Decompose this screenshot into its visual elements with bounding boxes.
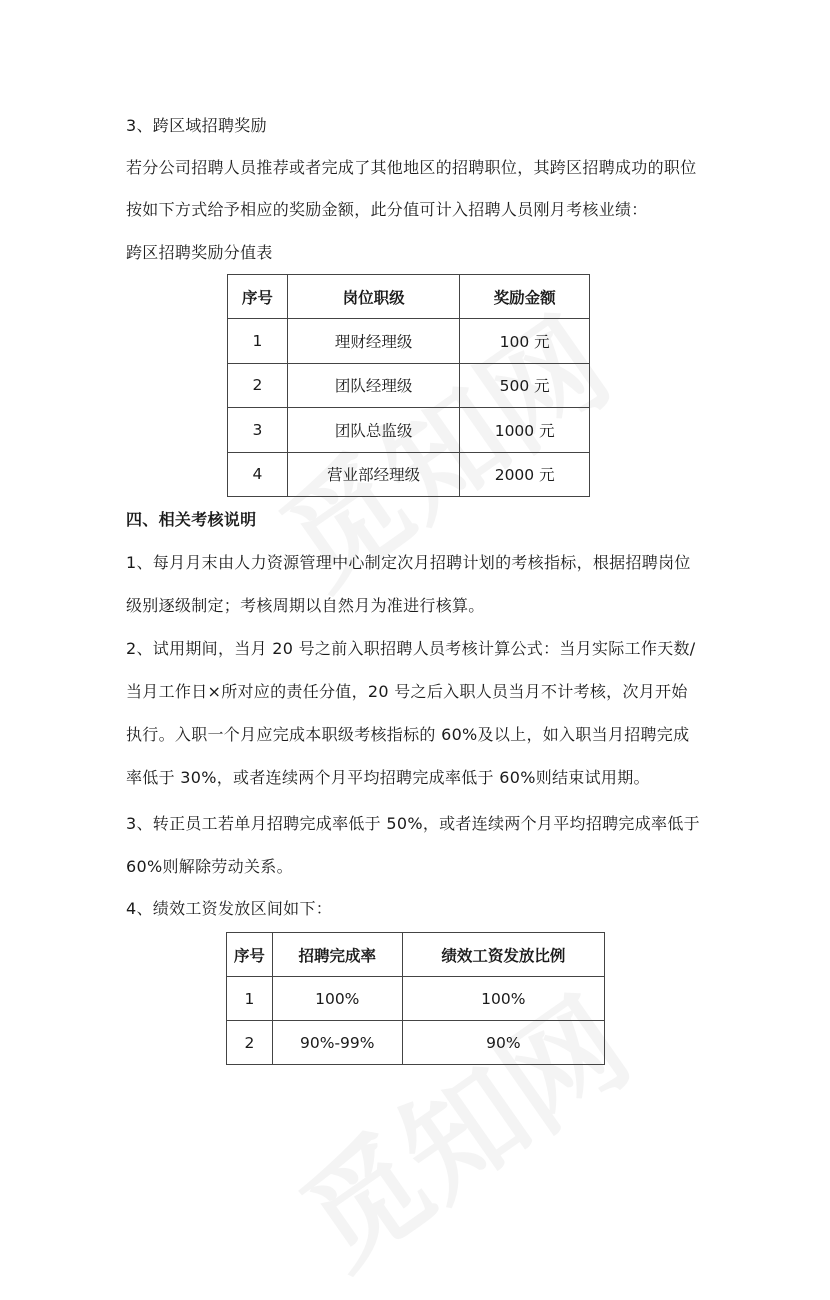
paragraph-line: 2、试用期间，当月 20 号之前入职招聘人员考核计算公式：当月实际工作天数/ xyxy=(126,639,696,658)
table-cell: 理财经理级 xyxy=(287,319,459,363)
table-row xyxy=(227,977,605,1021)
table-cell: 90% xyxy=(402,1021,604,1065)
section3-title: 3、跨区域招聘奖励 xyxy=(126,116,267,135)
table-cell: 2 xyxy=(227,1021,273,1065)
table-cell: 3 xyxy=(228,408,288,452)
table-cell: 团队经理级 xyxy=(287,363,459,407)
cross-region-reward-table xyxy=(227,274,590,497)
paragraph-line: 级别逐级制定；考核周期以自然月为准进行核算。 xyxy=(126,596,485,615)
paragraph-line: 3、转正员工若单月招聘完成率低于 50%，或者连续两个月平均招聘完成率低于 xyxy=(126,814,700,833)
table-cell: 团队总监级 xyxy=(287,408,459,452)
table-header-row xyxy=(227,933,605,977)
section3-paragraph-line: 按如下方式给予相应的奖励金额，此分值可计入招聘人员刚月考核业绩： xyxy=(126,200,648,219)
paragraph-line: 1、每月月末由人力资源管理中心制定次月招聘计划的考核指标，根据招聘岗位 xyxy=(126,553,691,572)
table-row xyxy=(228,452,590,496)
section4-title: 四、相关考核说明 xyxy=(126,510,257,529)
table-cell: 500 元 xyxy=(460,363,590,407)
table-cell: 1 xyxy=(227,977,273,1021)
table-row xyxy=(228,319,590,363)
paragraph-line: 率低于 30%，或者连续两个月平均招聘完成率低于 60%则结束试用期。 xyxy=(126,768,650,787)
table-cell: 2 xyxy=(228,363,288,407)
table-cell: 4 xyxy=(228,452,288,496)
paragraph-line: 4、绩效工资发放区间如下： xyxy=(126,899,333,918)
paragraph-line: 当月工作日×所对应的责任分值，20 号之后入职人员当月不计考核，次月开始 xyxy=(126,682,688,701)
table-header-cell: 岗位职级 xyxy=(287,275,459,319)
table-header-row xyxy=(228,275,590,319)
table-cell: 100% xyxy=(272,977,402,1021)
table-cell: 营业部经理级 xyxy=(287,452,459,496)
table-cell: 1000 元 xyxy=(460,408,590,452)
table-header-cell: 绩效工资发放比例 xyxy=(402,933,604,977)
table-cell: 1 xyxy=(228,319,288,363)
table-row xyxy=(228,363,590,407)
table1-caption: 跨区招聘奖励分值表 xyxy=(126,243,273,262)
table-header-cell: 序号 xyxy=(228,275,288,319)
paragraph-line: 60%则解除劳动关系。 xyxy=(126,857,293,876)
section3-paragraph-line: 若分公司招聘人员推荐或者完成了其他地区的招聘职位，其跨区招聘成功的职位 xyxy=(126,158,697,177)
performance-pay-table xyxy=(226,932,605,1065)
table-header-cell: 序号 xyxy=(227,933,273,977)
table-header-cell: 奖励金额 xyxy=(460,275,590,319)
table-cell: 100 元 xyxy=(460,319,590,363)
table-row xyxy=(227,1021,605,1065)
table-row xyxy=(228,408,590,452)
table-cell: 2000 元 xyxy=(460,452,590,496)
table-cell: 100% xyxy=(402,977,604,1021)
table-header-cell: 招聘完成率 xyxy=(272,933,402,977)
paragraph-line: 执行。入职一个月应完成本职级考核指标的 60%及以上，如入职当月招聘完成 xyxy=(126,725,690,744)
table-cell: 90%-99% xyxy=(272,1021,402,1065)
